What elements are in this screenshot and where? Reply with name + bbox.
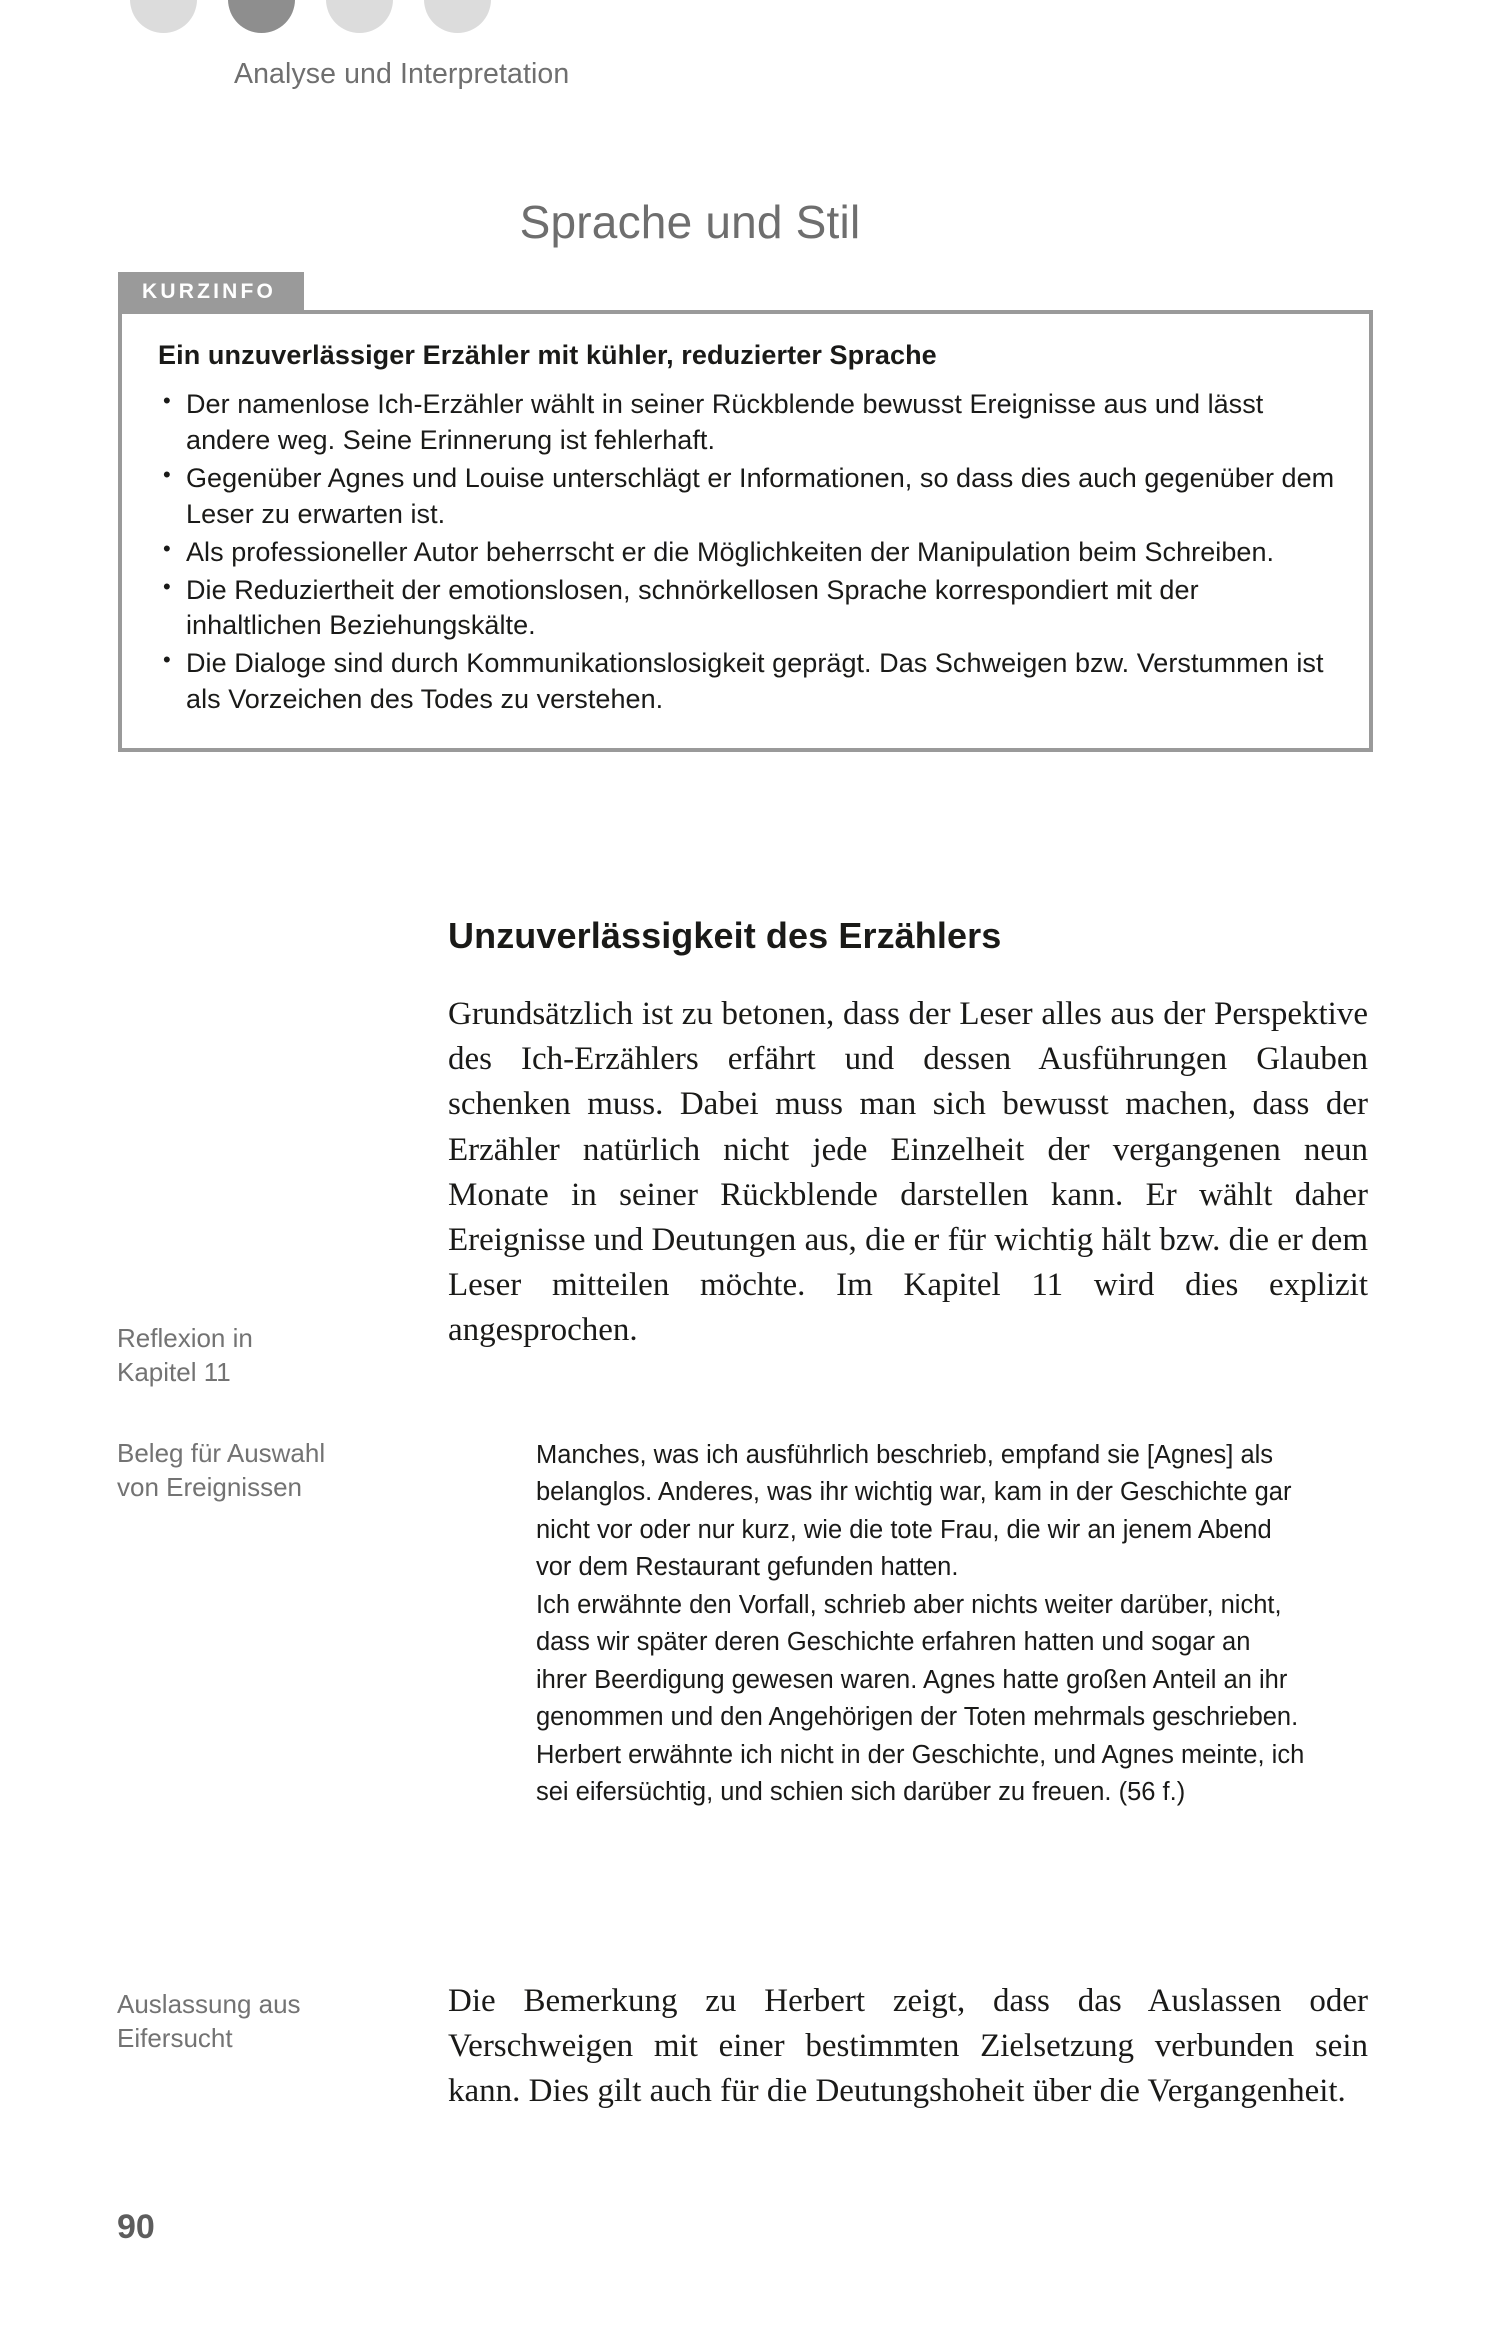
- list-item: • Gegenüber Agnes und Louise unterschlägt er Informationen, so dass dies auch gegenüber dem Leser zu erwarten ist.: [156, 461, 1335, 533]
- chapter-dot-1: [130, 0, 197, 33]
- intro-paragraph-block: [448, 992, 1368, 1354]
- kurzinfo-heading: Ein unzuverlässiger Erzähler mit kühler, reduzierter Sprache: [158, 340, 937, 370]
- closing-paragraph: Die Bemerkung zu Herbert zeigt, dass das Auslassen oder Verschweigen mit einer bestimmten Zielsetzung verbunden sein kann. Dies gilt auch für die Deutungshoheit über die Vergangenheit.: [448, 1983, 1368, 2110]
- quotation-block: [536, 1437, 1306, 1812]
- chapter-dot-2: [228, 0, 295, 33]
- kurzinfo-panel: [118, 272, 1373, 752]
- section-heading: Unzuverlässigkeit des Erzählers: [448, 915, 1002, 956]
- page-title: Sprache und Stil: [519, 196, 861, 248]
- closing-paragraph-block: [448, 1979, 1368, 2115]
- running-head: Analyse und Interpretation: [234, 58, 570, 90]
- chapter-dot-3: [326, 0, 393, 33]
- chapter-dot-4: [424, 0, 491, 33]
- quote-paragraph-1: Manches, was ich ausführlich beschrieb, empfand sie [Agnes] als belanglos. Anderes, was ihr wichtig war, kam in der Geschichte gar nicht vor oder nur kurz, wie die tote Frau, die wir an jenem Abend vor dem Restaurant gefunden hatten.: [536, 1441, 1292, 1582]
- margin-note-beleg: Beleg für Auswahl von Ereignissen: [117, 1438, 326, 1502]
- quote-paragraph-3: Herbert erwähnte ich nicht in der Geschichte, und Agnes meinte, ich sei eifersüchtig, und schien sich darüber zu freuen. (56 f.): [536, 1740, 1305, 1807]
- kurzinfo-bullet-list: [156, 387, 1335, 718]
- margin-note-auslassung: Auslassung aus Eifersucht: [117, 1989, 301, 2053]
- page-number: 90: [117, 2208, 155, 2246]
- intro-paragraph: Grundsätzlich ist zu betonen, dass der Leser alles aus der Perspektive des Ich-Erzählers erfährt und dessen Ausführungen Glauben schenken muss. Dabei muss man sich bewusst machen, dass der Erzähler natürlich nicht jede Einzelheit der vergangenen neun Monate in seiner Rückblende darstellen kann. Er wählt daher Ereignisse und Deutungen aus, die er für wichtig hält bzw. die er dem Leser mitteilen möchte. Im Kapitel 11 wird dies explizit angesprochen.: [448, 996, 1368, 1349]
- list-item: • Der namenlose Ich-Erzähler wählt in seiner Rückblende bewusst Ereignisse aus und lässt andere weg. Seine Erinnerung ist fehlerhaft.: [156, 387, 1335, 459]
- chapter-dot-group: [130, 0, 491, 33]
- kurzinfo-box: [118, 310, 1373, 752]
- list-item: • Die Reduziertheit der emotionslosen, schnörkellosen Sprache korrespondiert mit der inhaltlichen Beziehungskälte.: [156, 573, 1335, 645]
- kurzinfo-tab-label: KURZINFO: [118, 272, 304, 311]
- margin-note-reflexion: Reflexion in Kapitel 11: [117, 1323, 253, 1387]
- list-item: • Als professioneller Autor beherrscht er die Möglichkeiten der Manipulation beim Schreiben.: [156, 535, 1335, 571]
- list-item: • Die Dialoge sind durch Kommunikationslosigkeit geprägt. Das Schweigen bzw. Verstummen ist als Vorzeichen des Todes zu verstehen.: [156, 646, 1335, 718]
- quote-paragraph-2: Ich erwähnte den Vorfall, schrieb aber nichts weiter darüber, nicht, dass wir später deren Geschichte erfahren hatten und sogar an ihrer Beerdigung gewesen waren. Agnes hatte großen Anteil an ihr genommen und den Angehörigen der Toten mehrmals geschrieben.: [536, 1590, 1299, 1732]
